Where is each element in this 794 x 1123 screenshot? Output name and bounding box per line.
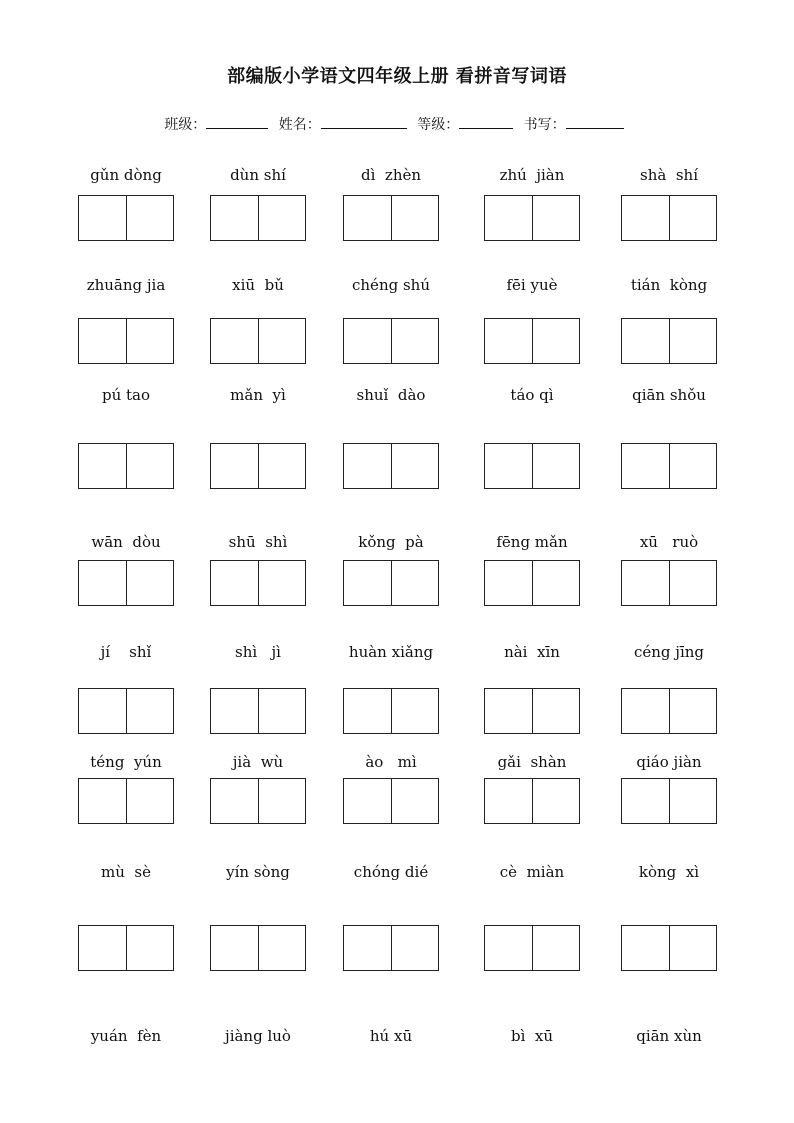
pinyin-label: shū shì [228, 533, 288, 551]
pinyin-label: hú xū [369, 1027, 413, 1045]
character-cell[interactable] [622, 926, 669, 970]
character-box[interactable] [343, 560, 439, 606]
character-cell[interactable] [532, 196, 580, 240]
pinyin-label: zhú jiàn [499, 166, 565, 184]
pinyin-label: huàn xiǎng [348, 643, 434, 661]
pinyin-label: táo qì [510, 386, 554, 404]
character-cell[interactable] [126, 196, 174, 240]
character-cell[interactable] [344, 689, 391, 733]
character-cell[interactable] [391, 319, 439, 363]
character-cell[interactable] [391, 444, 439, 488]
character-box[interactable] [78, 778, 174, 824]
character-box[interactable] [343, 318, 439, 364]
character-cell[interactable] [532, 319, 580, 363]
character-cell[interactable] [532, 779, 580, 823]
character-cell[interactable] [344, 196, 391, 240]
character-box[interactable] [484, 195, 580, 241]
character-cell[interactable] [622, 779, 669, 823]
pinyin-label: shì jì [235, 643, 281, 661]
character-box[interactable] [621, 560, 717, 606]
character-cell[interactable] [211, 561, 258, 605]
character-cell[interactable] [344, 561, 391, 605]
pinyin-label: wān dòu [91, 533, 161, 551]
pinyin-label: cè miàn [499, 863, 565, 881]
character-box[interactable] [343, 778, 439, 824]
character-box[interactable] [621, 318, 717, 364]
character-cell[interactable] [344, 319, 391, 363]
character-cell[interactable] [532, 689, 580, 733]
writing-label: 书写： [523, 117, 566, 133]
character-cell[interactable] [391, 689, 439, 733]
pinyin-label: tián kòng [630, 276, 708, 294]
pinyin-label: qiáo jiàn [636, 753, 702, 771]
character-cell[interactable] [391, 561, 439, 605]
character-cell[interactable] [211, 926, 258, 970]
character-box[interactable] [343, 688, 439, 734]
character-cell[interactable] [485, 561, 532, 605]
character-cell[interactable] [79, 444, 126, 488]
pinyin-label: xū ruò [639, 533, 699, 551]
character-box[interactable] [78, 195, 174, 241]
character-cell[interactable] [258, 926, 306, 970]
character-cell[interactable] [622, 196, 669, 240]
pinyin-label: fēng mǎn [496, 533, 568, 551]
pinyin-label: yuán fèn [90, 1027, 162, 1045]
pinyin-label: jià wù [232, 753, 284, 771]
character-cell[interactable] [258, 689, 306, 733]
pinyin-label: fēi yuè [506, 276, 558, 294]
character-cell[interactable] [532, 444, 580, 488]
character-cell[interactable] [391, 779, 439, 823]
character-cell[interactable] [622, 319, 669, 363]
pinyin-label: chéng shú [352, 276, 430, 294]
character-cell[interactable] [211, 319, 258, 363]
character-cell[interactable] [669, 319, 717, 363]
pinyin-label: mù sè [101, 863, 151, 881]
pinyin-label: chóng dié [353, 863, 429, 881]
character-cell[interactable] [391, 196, 439, 240]
character-box[interactable] [210, 778, 306, 824]
pinyin-label: shuǐ dào [356, 386, 426, 404]
character-cell[interactable] [391, 926, 439, 970]
pinyin-label: qiān xùn [636, 1027, 702, 1045]
page-title: 部编版小学语文四年级上册 看拼音写词语 [227, 66, 567, 87]
character-cell[interactable] [211, 779, 258, 823]
pinyin-label: ào mì [365, 753, 417, 771]
character-box[interactable] [210, 925, 306, 971]
character-cell[interactable] [485, 926, 532, 970]
character-box[interactable] [621, 925, 717, 971]
name-label: 姓名： [278, 117, 321, 133]
character-box[interactable] [484, 778, 580, 824]
character-cell[interactable] [485, 779, 532, 823]
character-cell[interactable] [79, 196, 126, 240]
character-box[interactable] [78, 560, 174, 606]
character-box[interactable] [484, 925, 580, 971]
character-box[interactable] [210, 195, 306, 241]
character-cell[interactable] [532, 926, 580, 970]
character-box[interactable] [484, 560, 580, 606]
grade-label: 等级： [417, 117, 460, 133]
character-box[interactable] [621, 195, 717, 241]
character-cell[interactable] [622, 561, 669, 605]
pinyin-label: qiān shǒu [632, 386, 706, 404]
character-cell[interactable] [669, 779, 717, 823]
character-cell[interactable] [485, 444, 532, 488]
character-box[interactable] [78, 925, 174, 971]
character-cell[interactable] [211, 196, 258, 240]
character-cell[interactable] [126, 689, 174, 733]
character-cell[interactable] [344, 926, 391, 970]
pinyin-label: jiàng luò [225, 1027, 291, 1045]
character-cell[interactable] [126, 926, 174, 970]
character-cell[interactable] [669, 444, 717, 488]
character-cell[interactable] [344, 444, 391, 488]
character-cell[interactable] [258, 561, 306, 605]
character-cell[interactable] [669, 926, 717, 970]
character-cell[interactable] [258, 196, 306, 240]
pinyin-label: kòng xì [638, 863, 700, 881]
character-box[interactable] [484, 688, 580, 734]
character-cell[interactable] [622, 689, 669, 733]
pinyin-label: gǔn dòng [90, 166, 162, 184]
character-cell[interactable] [258, 319, 306, 363]
character-cell[interactable] [79, 689, 126, 733]
character-cell[interactable] [669, 689, 717, 733]
character-cell[interactable] [126, 779, 174, 823]
character-box[interactable] [343, 195, 439, 241]
character-cell[interactable] [79, 926, 126, 970]
character-box[interactable] [210, 688, 306, 734]
character-cell[interactable] [126, 444, 174, 488]
pinyin-label: xiū bǔ [232, 276, 284, 294]
character-box[interactable] [210, 443, 306, 489]
character-cell[interactable] [485, 319, 532, 363]
character-cell[interactable] [211, 689, 258, 733]
character-box[interactable] [78, 318, 174, 364]
character-cell[interactable] [532, 561, 580, 605]
pinyin-label: gǎi shàn [497, 753, 567, 771]
pinyin-label: mǎn yì [230, 386, 286, 404]
character-box[interactable] [78, 443, 174, 489]
character-box[interactable] [343, 925, 439, 971]
pinyin-label: zhuāng jia [86, 276, 166, 294]
pinyin-label: kǒng pà [358, 533, 424, 551]
character-box[interactable] [78, 688, 174, 734]
character-cell[interactable] [79, 319, 126, 363]
pinyin-label: dùn shí [230, 166, 286, 184]
character-cell[interactable] [258, 444, 306, 488]
character-cell[interactable] [669, 561, 717, 605]
character-box[interactable] [484, 443, 580, 489]
character-cell[interactable] [79, 561, 126, 605]
character-cell[interactable] [669, 196, 717, 240]
character-box[interactable] [210, 318, 306, 364]
character-box[interactable] [343, 443, 439, 489]
pinyin-label: dì zhèn [360, 166, 422, 184]
character-cell[interactable] [258, 779, 306, 823]
pinyin-label: bì xū [510, 1027, 554, 1045]
pinyin-label: téng yún [90, 753, 162, 771]
pinyin-label: yín sòng [226, 863, 290, 881]
character-cell[interactable] [622, 444, 669, 488]
character-cell[interactable] [211, 444, 258, 488]
pinyin-label: shà shí [640, 166, 698, 184]
character-box[interactable] [621, 688, 717, 734]
character-cell[interactable] [344, 779, 391, 823]
character-cell[interactable] [79, 779, 126, 823]
character-cell[interactable] [126, 561, 174, 605]
character-box[interactable] [621, 443, 717, 489]
character-box[interactable] [621, 778, 717, 824]
character-cell[interactable] [485, 196, 532, 240]
class-label: 班级： [164, 117, 207, 133]
character-box[interactable] [210, 560, 306, 606]
character-box[interactable] [484, 318, 580, 364]
pinyin-label: pú tao [101, 386, 151, 404]
pinyin-label: nài xīn [504, 643, 560, 661]
character-cell[interactable] [485, 689, 532, 733]
pinyin-label: céng jīng [633, 643, 705, 661]
pinyin-label: jí shǐ [100, 643, 152, 661]
character-cell[interactable] [126, 319, 174, 363]
